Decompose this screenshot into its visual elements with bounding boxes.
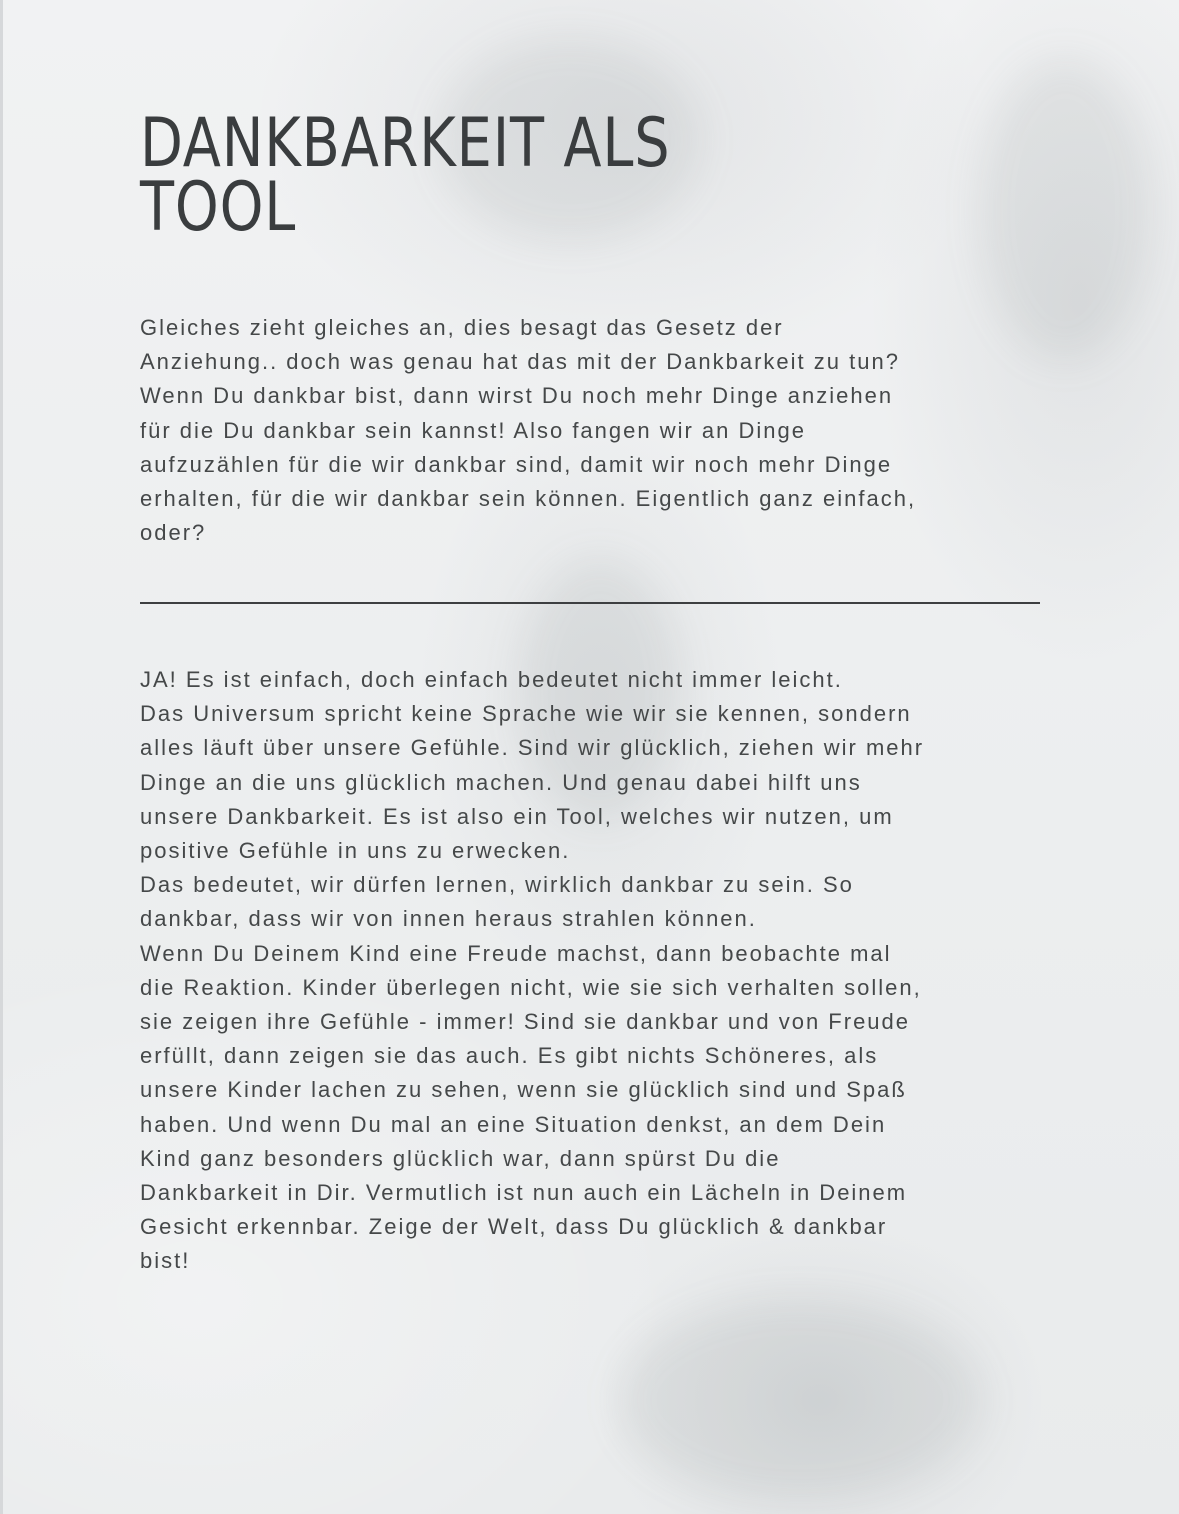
background-shadow [620, 1300, 980, 1500]
page-title: DANKBARKEIT ALS TOOL [140, 104, 671, 247]
section-divider [140, 602, 1040, 604]
page-edge [0, 0, 3, 1514]
body-paragraph: JA! Es ist einfach, doch einfach bedeutet nicht immer leicht. Das Universum spricht keine Sprache wie wir sie kennen, sondern alles läuft über unsere Gefühle. Sind wir glücklich, ziehen wir mehr Dinge an die uns glücklich machen. Und genau dabei hilft uns unsere Dankbarkeit. Es ist also ein Tool, welches wir nutzen, um positive Gefühle in uns zu erwecken. Das bedeutet, wir dürfen lernen, wirklich dankbar zu sein. So dankbar, dass wir von innen heraus strahlen können. Wenn Du Deinem Kind eine Freude machst, dann beobachte mal die Reaktion. Kinder überlegen nicht, wie sie sich verhalten sollen, sie zeigen ihre Gefühle - immer! Sind sie dankbar und von Freude erfüllt, dann zeigen sie das auch. Es gibt nichts Schöneres, als unsere Kinder lachen zu sehen, wenn sie glücklich sind und Spaß haben. Und wenn Du mal an eine Situation denkst, an dem Dein Kind ganz besonders glücklich war, dann spürst Du die Dankbarkeit in Dir. Vermutlich ist nun auch ein Lächeln in Deinem Gesicht erkennbar. Zeige der Welt, dass Du glücklich & dankbar bist! [140, 667, 925, 1274]
intro-paragraph: Gleiches zieht gleiches an, dies besagt das Gesetz der Anziehung.. doch was genau hat das mit der Dankbarkeit zu tun? Wenn Du dankbar bist, dann wirst Du noch mehr Dinge anziehen für die Du dankbar sein kannst! Also fangen wir an Dinge aufzuzählen für die wir dankbar sind, damit wir noch mehr Dinge erhalten, für die wir dankbar sein können. Eigentlich ganz einfach, oder? [140, 315, 917, 546]
